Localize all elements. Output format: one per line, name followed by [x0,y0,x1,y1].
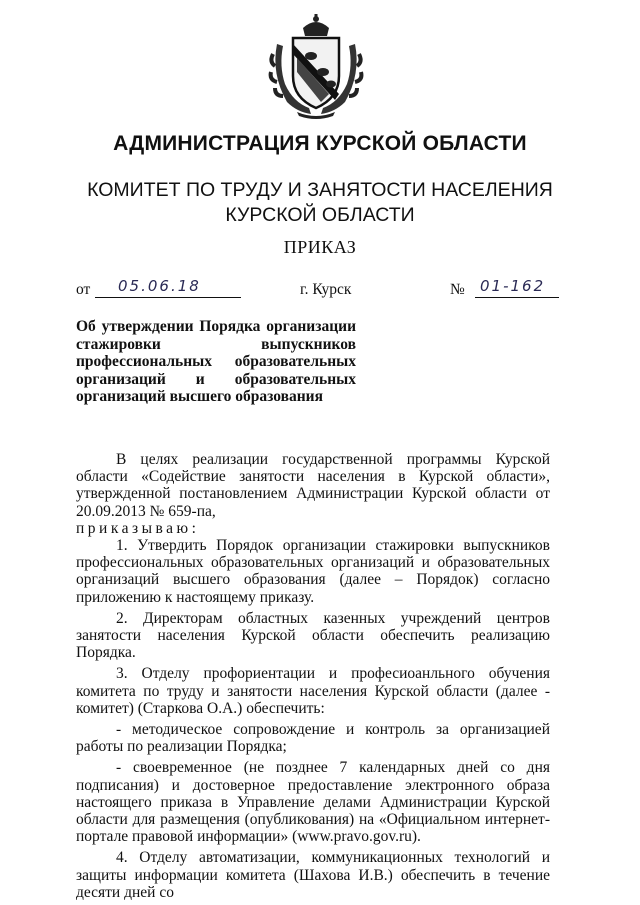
body-paragraph: 2. Директорам областных казенных учреждений центров занятости населения Курской области обеспечить реализацию Порядка. [76,609,550,662]
preamble-text: В целях реализации государственной программы Курской области «Содействие занятости населения в Курской области», утвержденной постановлением Администрации Курской области от 20.09.2013 № 659-па, [76,451,550,520]
city-label: г. Курск [300,281,352,298]
committee-name-line: КОМИТЕТ ПО ТРУДУ И ЗАНЯТОСТИ НАСЕЛЕНИЯ [87,179,553,201]
subject-line: стажировки выпускников [76,335,356,353]
body-paragraph: - методическое сопровождение и контроль за организацией работы по реализации Порядка; [76,721,550,756]
number-label: № [450,281,465,298]
order-body [76,451,550,901]
committee-name [0,178,640,228]
administration-title: АДМИНИСТРАЦИЯ КУРСКОЙ ОБЛАСТИ [113,132,527,155]
body-paragraph-order [76,520,550,537]
body-paragraph: 3. Отделу профориентации и професиоанльного обучения комитета по труду и занятости населения Курской области (далее - комитет) (Старкова О.А.) обеспечить: [76,665,550,717]
subject-line: организаций высшего образования [76,388,324,405]
committee-name-line: КУРСКОЙ ОБЛАСТИ [225,204,415,226]
subject-line: организаций и образовательных [76,370,356,388]
body-paragraph-preamble [76,451,550,520]
coat-of-arms-icon [267,14,365,120]
number-underline [475,297,559,298]
body-paragraph: - своевременное (не позднее 7 календарных дней со дня подписания) и достоверное предоставление электронного образа настоящего приказа в Управление делами Администрации Курской области для размещения (опубликования) на «Официальном интернет-портале правовой информации» (www.pravo.gov.ru). [76,759,550,846]
order-subject [76,318,356,406]
date-underline [95,297,241,298]
body-paragraph: 1. Утвердить Порядок организации стажировки выпускников профессиональных образовательных организаций и образовательных организаций высшего образования (далее – Порядок) согласно приложению к настоящему приказу. [76,537,550,606]
number-value: 01-162 [480,277,546,295]
order-verb: приказываю: [76,519,200,537]
date-label: от [76,281,91,298]
date-value: 05.06.18 [118,277,201,295]
subject-line: профессиональных образовательных [76,353,356,370]
subject-line: Об утверждении Порядка организации [76,318,356,335]
document-type-title: ПРИКАЗ [283,237,357,257]
body-paragraph: 4. Отделу автоматизации, коммуникационных технологий и защиты информации комитета (Шахова И.В.) обеспечить в течение десяти дней со [76,849,550,901]
